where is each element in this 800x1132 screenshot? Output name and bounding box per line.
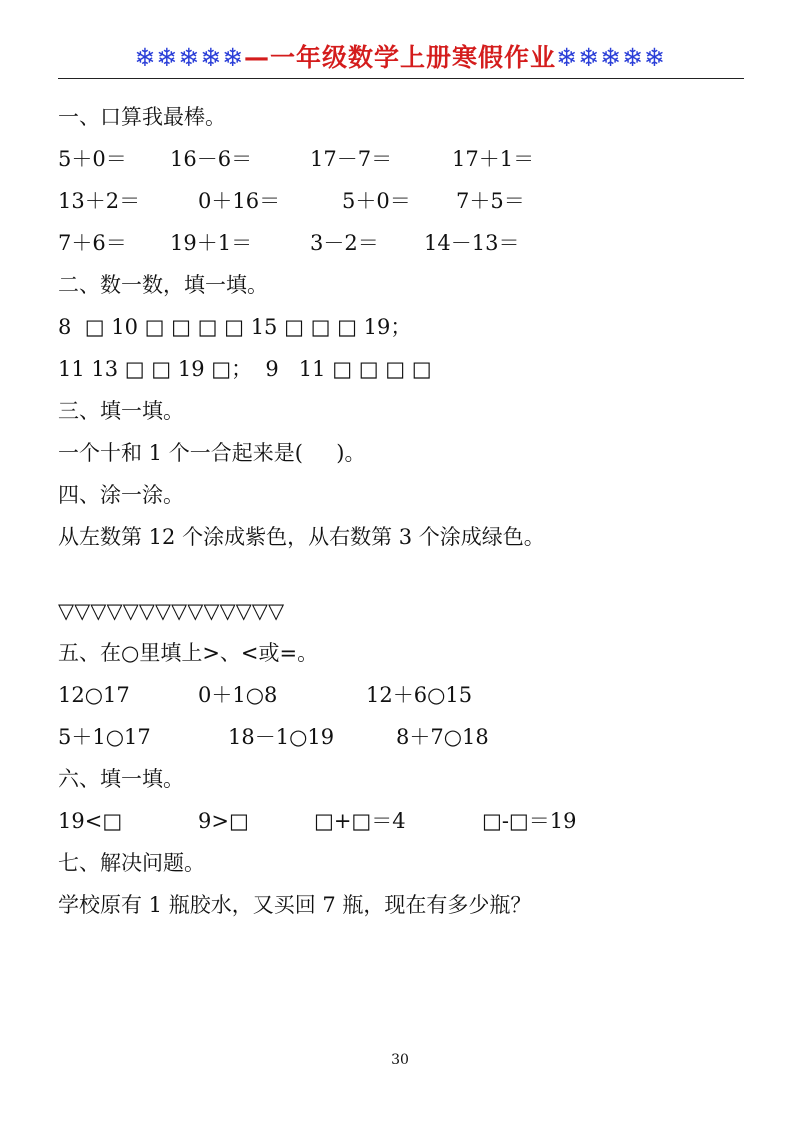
section-6-heading: 六、填一填。 [58,767,184,791]
arithmetic-row [58,138,758,180]
snowflake-icon: ❄❄❄❄❄ [134,43,244,72]
section-5-heading: 五、在○里填上>、<或=。 [58,641,319,665]
arithmetic-row [58,180,758,222]
arithmetic-problem: 19＋1＝ [170,231,253,255]
comparison-problem: 12○17 [58,683,130,707]
comparison-problem: 0＋1○8 [198,683,278,707]
section-7-heading: 七、解决问题。 [58,851,205,875]
number-sequence-line: 8 □ 10 □ □ □ □ 15 □ □ □ 19； [58,315,412,339]
section-4-heading: 四、涂一涂。 [58,483,184,507]
arithmetic-problem: 7＋6＝ [58,231,127,255]
arithmetic-problem: 17＋1＝ [452,147,535,171]
arithmetic-row [58,222,758,264]
page-number: 30 [391,1052,409,1068]
snowflake-icon: ❄❄❄❄❄ [556,43,666,72]
inequality-row [58,800,758,842]
arithmetic-problem: 5＋0＝ [58,147,127,171]
inequality-item: □+□＝4 [314,809,406,833]
header-title-line [134,43,666,72]
arithmetic-problem: 17－7＝ [310,147,393,171]
comparison-problem: 12＋6○15 [366,683,473,707]
coloring-instruction: 从左数第 12 个涂成紫色，从右数第 3 个涂成绿色。 [58,525,545,549]
page-header [0,38,800,74]
header-title: 一年级数学上册寒假作业 [269,43,556,72]
section-1-heading: 一、口算我最棒。 [58,105,226,129]
arithmetic-problem: 7＋5＝ [456,189,525,213]
arithmetic-problem: 5＋0＝ [342,189,411,213]
inequality-item: □-□＝19 [482,809,577,833]
header-divider [58,78,744,79]
section-3-heading: 三、填一填。 [58,399,184,423]
number-sequence-line: 11 13 □ □ 19 □； 9 11 □ □ □ □ [58,357,432,381]
arithmetic-problem: 16－6＝ [170,147,253,171]
triangle-row-icon: ▽▽▽▽▽▽▽▽▽▽▽▽▽▽ [58,599,285,623]
comparison-row [58,674,758,716]
comparison-row [58,716,758,758]
word-problem: 学校原有 1 瓶胶水，又买回 7 瓶，现在有多少瓶？ [58,893,532,917]
worksheet-content [58,96,758,926]
header-dash-left: — [243,43,270,72]
arithmetic-problem: 14－13＝ [424,231,520,255]
section-2-heading: 二、数一数，填一填。 [58,273,268,297]
arithmetic-problem: 13＋2＝ [58,189,141,213]
comparison-problem: 8＋7○18 [396,725,489,749]
comparison-problem: 18－1○19 [228,725,335,749]
fill-in-question: 一个十和 1 个一合起来是( )。 [58,441,366,465]
inequality-item: 19<□ [58,809,123,833]
comparison-problem: 5＋1○17 [58,725,151,749]
arithmetic-problem: 0＋16＝ [198,189,281,213]
inequality-item: 9>□ [198,809,249,833]
arithmetic-problem: 3－2＝ [310,231,379,255]
